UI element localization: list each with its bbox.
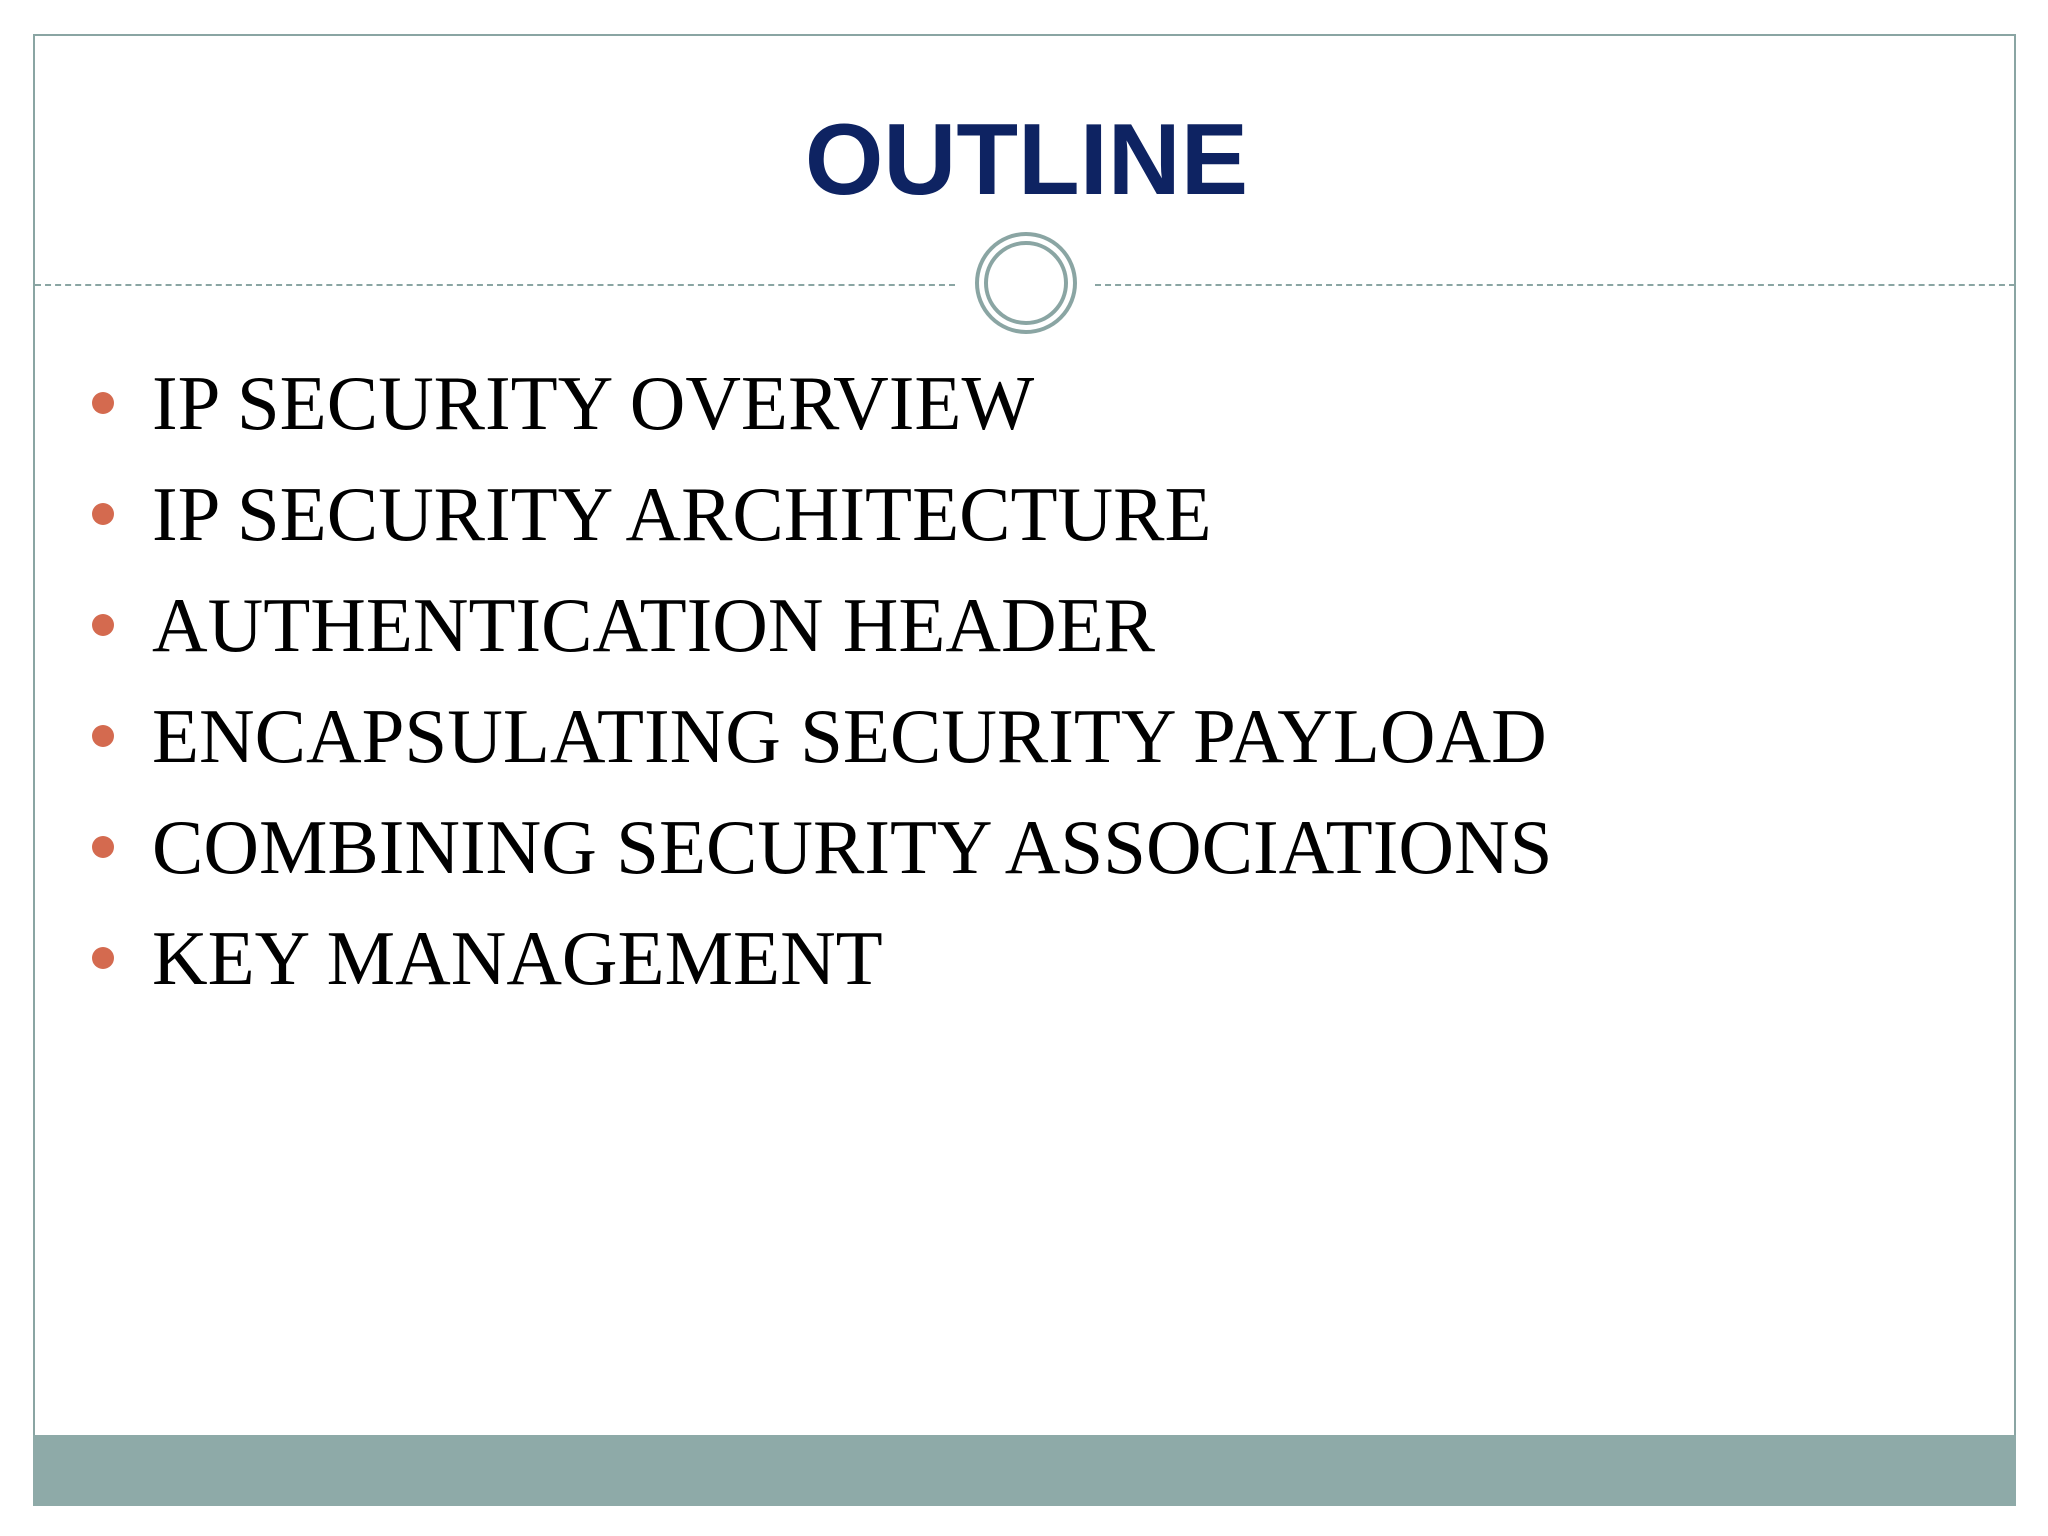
slide-title: OUTLINE [804, 104, 1249, 216]
bullet-text: ENCAPSULATING SECURITY PAYLOAD [152, 693, 1547, 779]
bullet-text: IP SECURITY ARCHITECTURE [152, 471, 1212, 557]
title-divider-right [1095, 284, 2015, 286]
double-ring-icon [974, 231, 1078, 335]
title-divider-left [35, 284, 955, 286]
bullet-text: KEY MANAGEMENT [152, 915, 883, 1001]
bullet-text: AUTHENTICATION HEADER [152, 582, 1155, 668]
bullet-dot-icon [92, 614, 114, 636]
bullet-text: IP SECURITY OVERVIEW [152, 360, 1035, 446]
bullet-dot-icon [92, 725, 114, 747]
bullet-dot-icon [92, 836, 114, 858]
footer-bar [33, 1435, 2016, 1506]
bullet-dot-icon [92, 947, 114, 969]
bullet-text: COMBINING SECURITY ASSOCIATIONS [152, 804, 1553, 890]
bullet-dot-icon [92, 392, 114, 414]
bullet-dot-icon [92, 503, 114, 525]
